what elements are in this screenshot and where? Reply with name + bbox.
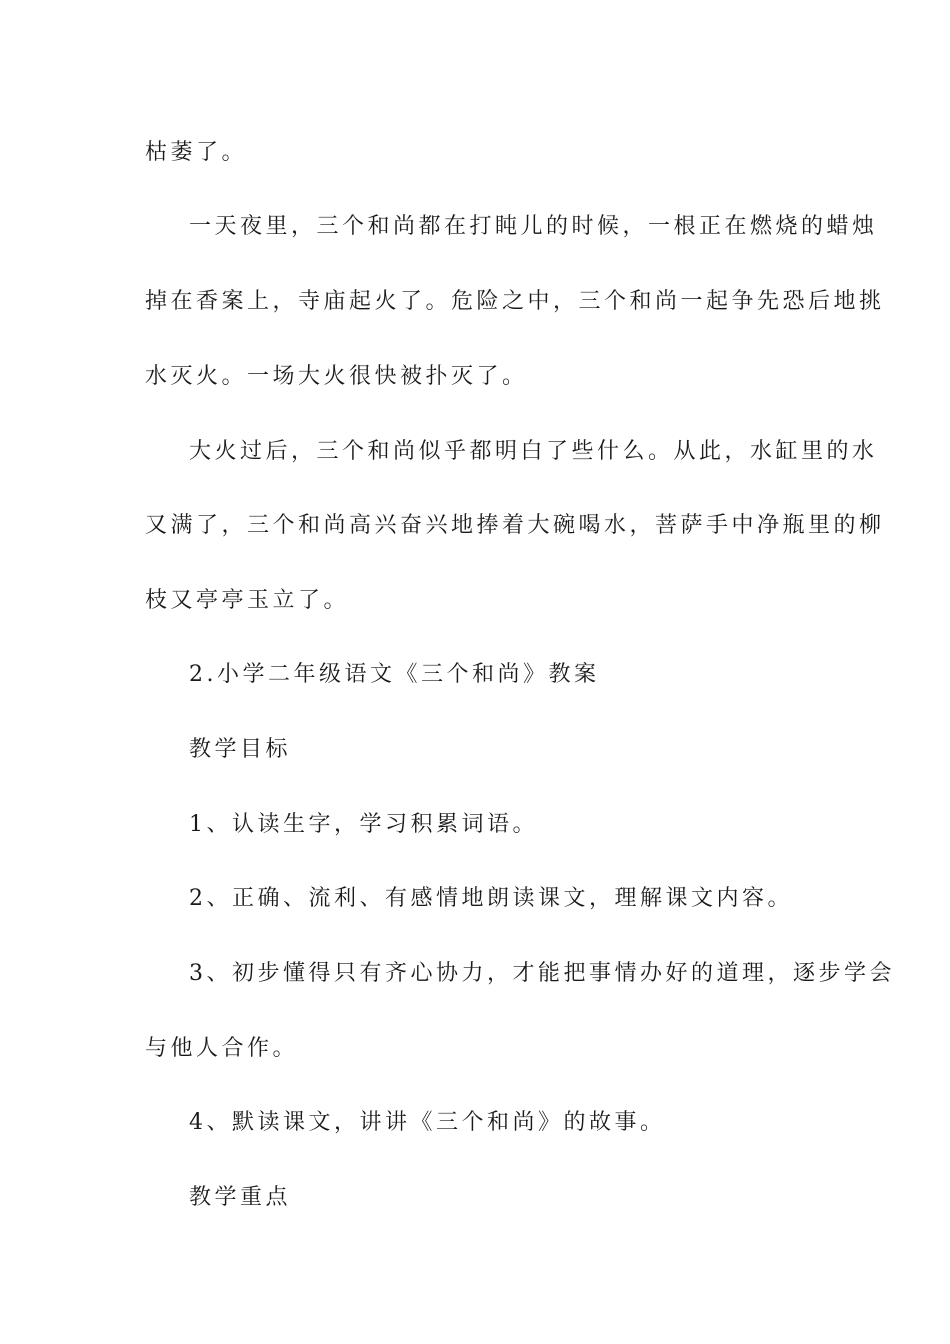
list-item: 3、初步懂得只有齐心协力，才能把事情办好的道理，逐步学会 bbox=[189, 961, 895, 986]
paragraph-line: 水灭火。一场大火很快被扑灭了。 bbox=[145, 364, 528, 389]
paragraph-line: 掉在香案上，寺庙起火了。危险之中，三个和尚一起争先恐后地挑 bbox=[145, 289, 885, 314]
list-item: 4、默读课文，讲讲《三个和尚》的故事。 bbox=[189, 1110, 666, 1135]
subheading-teaching-focus: 教学重点 bbox=[189, 1185, 292, 1210]
paragraph-line: 枝又亭亭玉立了。 bbox=[145, 588, 350, 613]
section-heading: 2.小学二年级语文《三个和尚》教案 bbox=[189, 662, 600, 687]
paragraph-line: 大火过后，三个和尚似乎都明白了些什么。从此，水缸里的水 bbox=[189, 439, 878, 464]
subheading-teaching-goals: 教学目标 bbox=[189, 737, 292, 762]
list-item-continuation: 与他人合作。 bbox=[145, 1036, 299, 1061]
paragraph-line: 枯萎了。 bbox=[145, 140, 248, 165]
paragraph-line: 一天夜里，三个和尚都在打盹儿的时候，一根正在燃烧的蜡烛 bbox=[189, 214, 878, 239]
list-item: 1、认读生字，学习积累词语。 bbox=[189, 812, 538, 837]
paragraph-line: 又满了，三个和尚高兴奋兴地捧着大碗喝水，菩萨手中净瓶里的柳 bbox=[145, 513, 885, 538]
list-item: 2、正确、流利、有感情地朗读课文，理解课文内容。 bbox=[189, 886, 793, 911]
